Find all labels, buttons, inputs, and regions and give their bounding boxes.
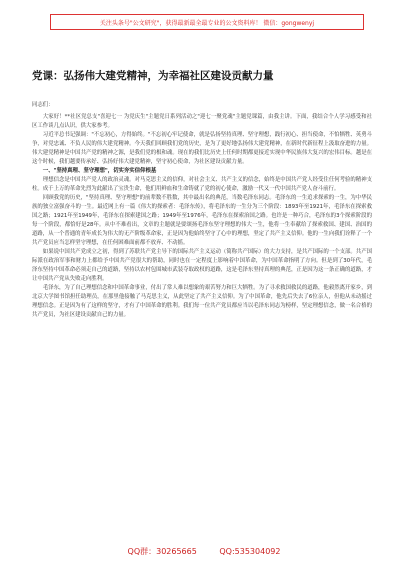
paragraph-history: 回顾我党的历史，"坚持真理、坚守理想"的前辈数不胜数，其中最出名的典范，当数毛泽东同志。毛泽东的一生追求探索的一生，为中华民族的独立富强奋斗的一生。最近网上有一篇《伟大的探索者：毛泽东传》，将毛泽东的一生分为三个阶段：1893年至1921年，毛泽东在探索救国之路；1921年至1949年，毛泽东在探索建国之路；1949年至1976年，毛泽东在探索治国之路。也许是一种巧合，毛泽东的3个探索阶段的每一个阶段，都恰好是28年。从中不难看出，文章的主题就是要颂扬毛泽东坚守理想的伟大一生，他将一生奉献给了探索救国、建国、治国的道路，从一个普通的青年成长为伟大的无产阶级革命家，正是因为他始终坚守了心中的理想，坚定了共产主义信仰。他的一生向我们诠释了一个共产党员应当怎样坚守理想，在任何困难面前都不放弃、不动摇。 <box>32 195 372 246</box>
promo-banner: 关注头条号"公文研究"，获得最新最全最专业的公文资料库！ 微信：gongwenyj <box>50 14 364 30</box>
paragraph-ideals: 理想信念是中国共产党人的政治灵魂。对马克思主义的信仰，对社会主义、共产主义的信念，始终是中国共产党人经受住任何考验的精神支柱。成千上万的革命先烈为此献出了宝贵生命，他们用鲜血和生命铸就了党的初心使命，激励一代又一代中国共产党人奋斗前行。 <box>32 177 372 192</box>
paragraph-comintern: 如果说中国共产党成立之初，得到了苏联共产党主导下的国际共产主义运动（简称共产国际）的大力支持，是共产国际的一个支部。共产国际派在政治军事和财力上都给予中国共产党很大的帮助，同时也在一定程度上影响着中国革命，为中国革命指明了方向。但是到了30年代，毛泽东坚持中国革命必须走自己的道路，坚持以农村包围城市武装夺取政权的道路，这是毛泽东坚持真理的典范，正是因为这一条正确的道路，才让中国共产党从失败走向胜利。 <box>32 249 372 282</box>
section-heading: 一、"坚持真理、坚守理想"，切实夯实信仰根基 <box>42 168 157 174</box>
paragraph-quote: 习近平总书记强调："不忘初心，方得始终。"不忘初心牢记使命，就是弘扬坚持真理、坚守理想，践行初心、担当使命，不怕牺牲、英勇斗争，对党忠诚、不负人民的伟大建党精神。今天我们回顾我们党的历史，是为了更好地弘扬伟大建党精神，在新时代新征程上汲取奋进的力量。伟大建党精神是中国共产党的精神之源，是我们党的根和魂。现在的我们比历史上任何时期都更接近实现中华民族伟大复兴的宏伟目标。越是在这个时候，我们越要传承好、弘扬好伟大建党精神，坚守初心使命，为社区建设贡献力量。 <box>32 132 372 165</box>
paragraph-sacrifice: 毛泽东，为了自己理想信念和中国革命事业，付出了常人难以想象的艰苦努力和巨大牺牲。为了寻求救国救民的道路，他毅然离开家乡，到北京大学图书馆担任助理员，在那里他接触了马克思主义，从此坚定了共产主义信仰。为了中国革命，他先后失去了6位亲人，但他从未动摇过理想信念。正是因为有了这样的坚守，才有了中国革命的胜利。我们每一位共产党员都应当以毛泽东同志为榜样，坚定理想信念，做一名合格的共产党员，为社区建设贡献自己的力量。 <box>32 285 372 318</box>
footer-qq-group: QQ群：30265665 <box>127 547 197 556</box>
footer-contact <box>0 546 408 557</box>
footer-qq: QQ:535304092 <box>219 547 281 556</box>
greeting: 同志们： <box>32 102 54 108</box>
page-title: 党课：弘扬伟大建党精神，为幸福社区建设贡献力量 <box>32 70 274 82</box>
document-body <box>32 101 372 320</box>
paragraph-intro: 大家好！**社区党总支"喜迎七一 为党庆生"主题党日系列活动之"迎七一聚党魂"主题党课篇，由我主讲。下面，我结合个人学习感受和社区工作谈几点认识，供大家参考。 <box>32 114 372 129</box>
